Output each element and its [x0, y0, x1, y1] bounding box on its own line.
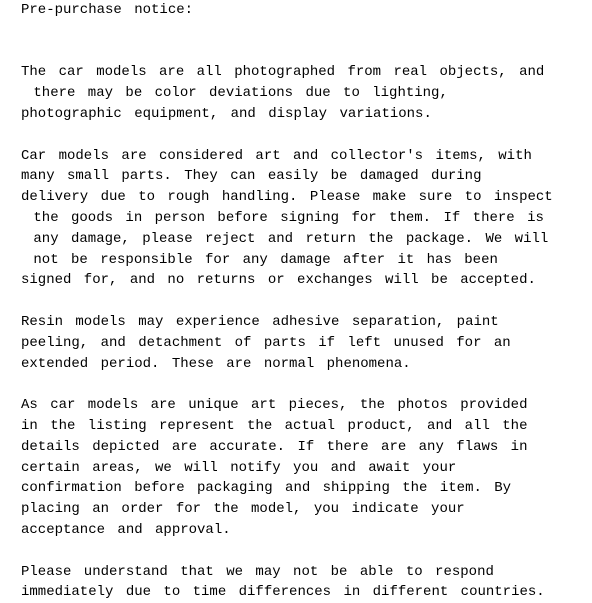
paragraph-response-time: Please understand that we may not be able to respond immediately due to time differences in different countries.	[21, 563, 545, 601]
spacer	[21, 291, 587, 312]
spacer	[21, 374, 587, 395]
spacer	[21, 125, 587, 146]
paragraph-photography: The car models are all photographed from real objects, and there may be color deviations due to lighting, photographic equipment, and display variations.	[21, 64, 545, 122]
notice-document	[21, 0, 587, 603]
spacer	[21, 21, 587, 63]
paragraph-unique-art: As car models are unique art pieces, the photos provided in the listing represent the actual product, and all the details depicted are accurate. If there are any flaws in certain areas, we will notify you and await your confirmation before packaging and shipping the item. By placing an order for the model, you indicate your acceptance and approval.	[21, 397, 528, 538]
spacer	[21, 541, 587, 562]
paragraph-damage-policy: Car models are considered art and collector's items, with many small parts. They can easily be damaged during delivery due to rough handling. Please make sure to inspect the goods in person before signing for them. If there is any damage, please reject and return the package. We will not be responsible for any damage after it has been signed for, and no returns or exchanges will be accepted.	[21, 147, 553, 289]
paragraph-resin-models: Resin models may experience adhesive separation, paint peeling, and detachment of parts if left unused for an extended period. These are normal phenomena.	[21, 313, 511, 372]
notice-title: Pre-purchase notice:	[21, 2, 194, 18]
